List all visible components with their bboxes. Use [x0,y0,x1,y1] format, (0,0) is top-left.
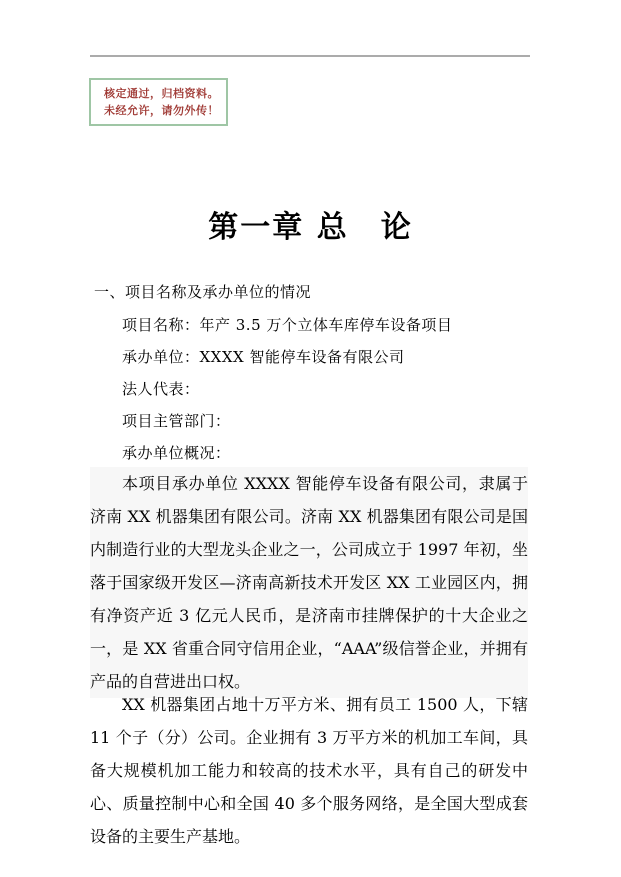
chapter-title: 第一章 总 论 [208,210,413,245]
stamp-line-2: 未经允许，请勿外传！ [104,104,219,117]
approval-stamp-box [89,78,228,126]
paragraph-group-details: XX 机器集团占地十万平方米、拥有员工 1500 人，下辖 11 个子（分）公司。企业拥有 3 万平方米的机加工车间，具备大规模机加工能力和较高的技术水平，具有自己的研发中心、质量控制中心和全国 40 多个服务网络，是全国大型成套设备的主要生产基地。 [90,695,528,846]
stamp-line-1: 核定通过，归档资料。 [104,87,219,100]
info-line-unit-overview: 承办单位概况： [122,444,231,462]
paragraph-company-overview: 本项目承办单位 XXXX 智能停车设备有限公司，隶属于济南 XX 机器集团有限公司。济南 XX 机器集团有限公司是国内制造行业的大型龙头企业之一，公司成立于 1997 年初，坐落于国家级开发区—济南高新技术开发区 XX 工业园区内，拥有净资产近 3 亿元人民币，是济南市挂牌保护的十大企业之一，是 XX 省重合同守信用企业，“AAA”级信誉企业，并拥有产品的自营进出口权。 [90,467,528,698]
section-heading: 一、项目名称及承办单位的情况 [94,283,312,301]
info-line-competent-department: 项目主管部门： [122,412,231,430]
project-info-list [122,309,452,469]
info-line-undertaking-unit: 承办单位：XXXX 智能停车设备有限公司 [122,348,405,366]
header-rule [90,55,530,57]
info-line-project-name: 项目名称：年产 3.5 万个立体车库停车设备项目 [122,316,453,334]
info-line-legal-representative: 法人代表： [122,380,200,398]
